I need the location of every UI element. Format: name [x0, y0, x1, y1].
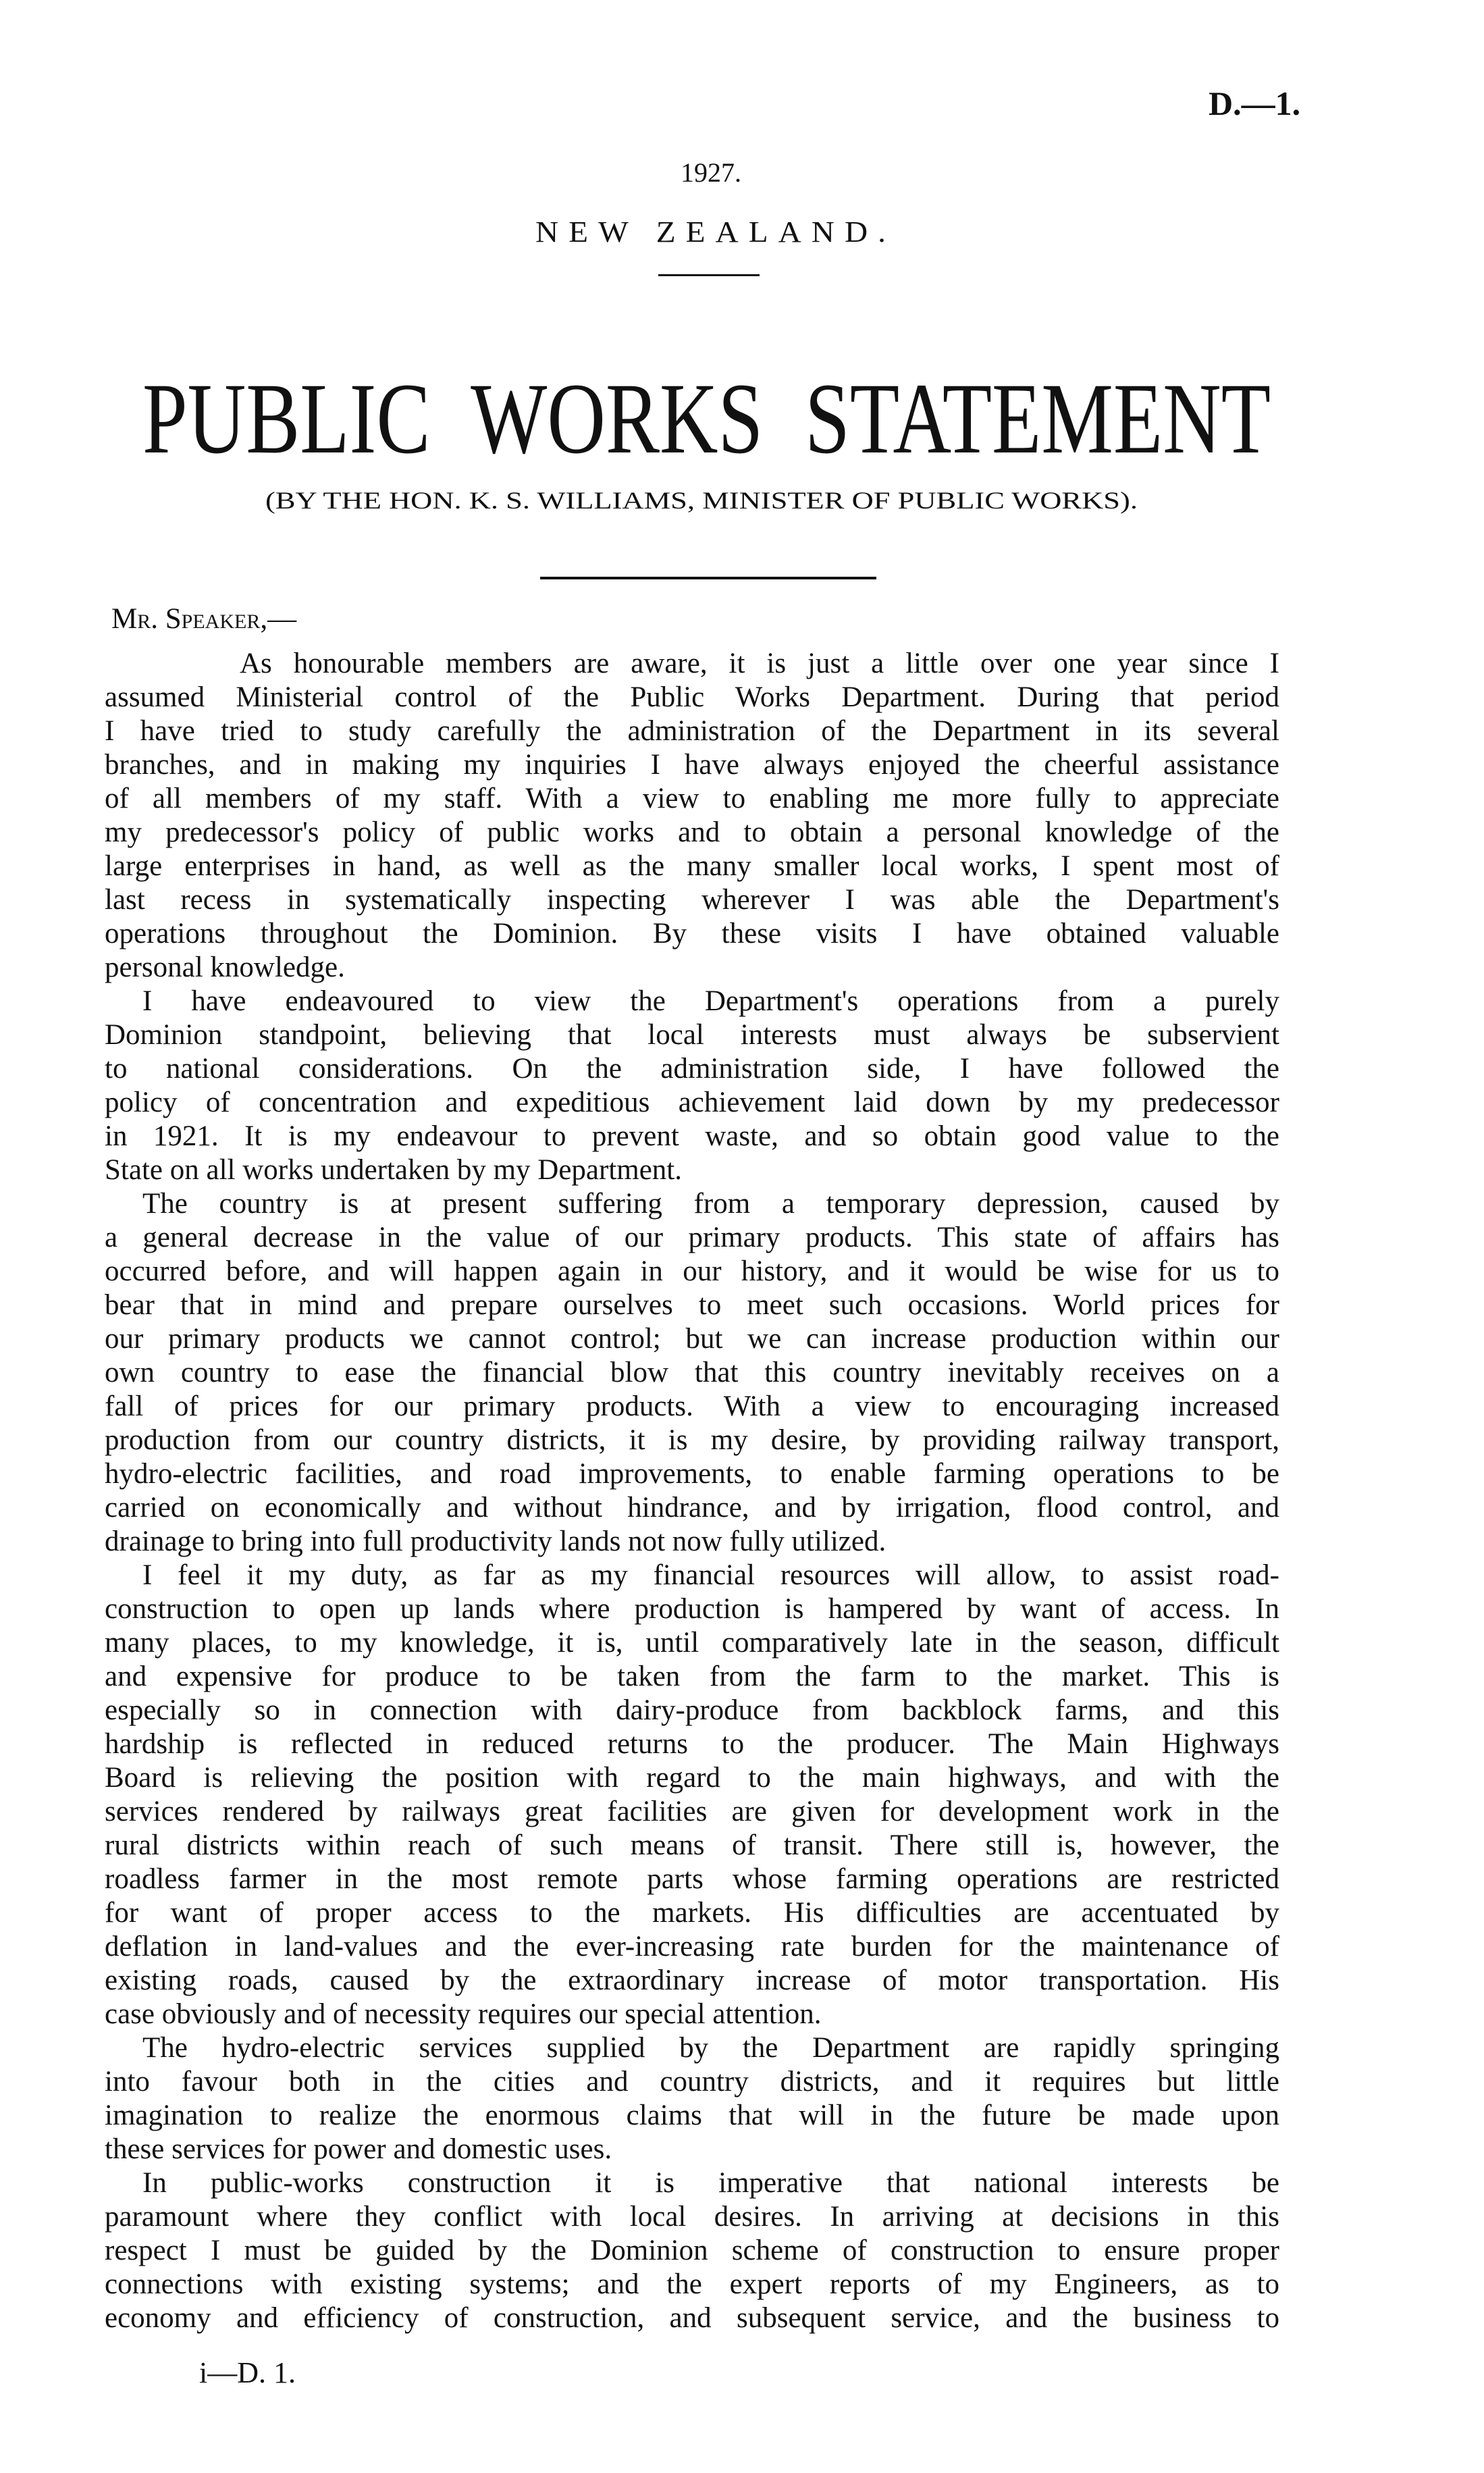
- text-line: deflation in land-values and the ever-increasing rate burden for the maintenance of: [105, 1931, 1279, 1962]
- text-line: case obviously and of necessity requires our special attention.: [105, 1998, 822, 2030]
- statement-body: [105, 602, 1279, 2335]
- text-line: fall of prices for our primary products. With a view to encouraging increased: [105, 1390, 1279, 1422]
- text-line: State on all works undertaken by my Department.: [105, 1154, 683, 1186]
- text-line: existing roads, caused by the extraordinary increase of motor transportation. His: [105, 1964, 1279, 1996]
- text-line: The hydro-electric services supplied by the Department are rapidly springing: [142, 2032, 1279, 2064]
- document-subtitle: [265, 486, 1138, 515]
- text-line: and expensive for produce to be taken from the farm to the market. This is: [105, 1661, 1279, 1692]
- text-line: of all members of my staff. With a view to enabling me more fully to appreciate: [105, 783, 1279, 814]
- paragraph: [105, 647, 1279, 985]
- paper-reference: D.—1.: [1209, 84, 1301, 122]
- text-line: own country to ease the financial blow that this country inevitably receives on a: [105, 1357, 1279, 1388]
- signature-mark: i—D. 1.: [199, 2356, 296, 2389]
- country-heading: [535, 215, 896, 249]
- text-line: I have tried to study carefully the administration of the Department in its several: [105, 715, 1279, 747]
- text-line: personal knowledge.: [105, 952, 345, 983]
- text-line: in 1921. It is my endeavour to prevent waste, and so obtain good value to the: [105, 1120, 1279, 1152]
- text-line: into favour both in the cities and country districts, and it requires but little: [105, 2066, 1279, 2098]
- text-line: a general decrease in the value of our primary products. This state of affairs has: [105, 1222, 1279, 1253]
- text-line: to national considerations. On the administration side, I have followed the: [105, 1053, 1279, 1085]
- paragraph: [105, 2166, 1279, 2335]
- text-line: Board is relieving the position with regard to the main highways, and with the: [105, 1762, 1279, 1794]
- text-line: construction to open up lands where production is hampered by want of access. In: [105, 1593, 1279, 1625]
- text-line: production from our country districts, it is my desire, by providing railway transport,: [105, 1424, 1279, 1456]
- text-line: many places, to my knowledge, it is, until comparatively late in the season, difficult: [105, 1627, 1279, 1659]
- text-line: my predecessor's policy of public works and to obtain a personal knowledge of the: [105, 816, 1279, 848]
- year: 1927.: [681, 157, 741, 188]
- text-line: our primary products we cannot control; but we can increase production within our: [105, 1323, 1279, 1355]
- text-line: for want of proper access to the markets. His difficulties are accentuated by: [105, 1897, 1279, 1929]
- text-line: rural districts within reach of such means of transit. There still is, however, the: [105, 1829, 1279, 1861]
- text-line: services rendered by railways great facilities are given for development work in the: [105, 1796, 1279, 1827]
- text-line: policy of concentration and expeditious achievement laid down by my predecessor: [105, 1087, 1279, 1118]
- subtitle-text: (BY THE HON. K. S. WILLIAMS, MINISTER OF PUBLIC WORKS).: [265, 487, 1138, 514]
- text-line: roadless farmer in the most remote parts whose farming operations are restricted: [105, 1863, 1279, 1895]
- paragraph: [105, 985, 1279, 1187]
- divider-rule: [540, 577, 876, 579]
- text-line: I feel it my duty, as far as my financial resources will allow, to assist road-: [142, 1559, 1279, 1591]
- text-line: occurred before, and will happen again in our history, and it would be wise for us to: [105, 1255, 1279, 1287]
- text-line: operations throughout the Dominion. By these visits I have obtained valuable: [105, 918, 1279, 949]
- paragraph: [105, 1559, 1279, 2031]
- country-text: NEW ZEALAND.: [535, 215, 896, 249]
- text-line: branches, and in making my inquiries I have always enjoyed the cheerful assistance: [105, 749, 1279, 781]
- text-line: economy and efficiency of construction, and subsequent service, and the business to: [105, 2302, 1279, 2334]
- salutation: Mr. Speaker,—: [111, 603, 297, 635]
- text-line: The country is at present suffering from a temporary depression, caused by: [142, 1188, 1279, 1220]
- paragraph: [105, 2031, 1279, 2166]
- text-line: hardship is reflected in reduced returns to the producer. The Main Highways: [105, 1728, 1279, 1760]
- text-line: paramount where they conflict with local desires. In arriving at decisions in this: [105, 2201, 1279, 2233]
- year-line: [0, 157, 1484, 188]
- text-line: carried on economically and without hindrance, and by irrigation, flood control, and: [105, 1492, 1279, 1524]
- text-line: I have endeavoured to view the Department's operations from a purely: [142, 985, 1279, 1017]
- text-line: these services for power and domestic uses.: [105, 2133, 612, 2165]
- text-line: connections with existing systems; and the expert reports of my Engineers, as to: [105, 2268, 1279, 2300]
- document-title: [142, 363, 1484, 475]
- text-line: hydro-electric facilities, and road improvements, to enable farming operations to be: [105, 1458, 1279, 1490]
- text-line: As honourable members are aware, it is just a little over one year since I: [240, 648, 1279, 679]
- text-line: especially so in connection with dairy-produce from backblock farms, and this: [105, 1694, 1279, 1726]
- paragraphs: [105, 647, 1279, 2335]
- text-line: respect I must be guided by the Dominion scheme of construction to ensure proper: [105, 2235, 1279, 2266]
- text-line: Dominion standpoint, believing that local interests must always be subservient: [105, 1019, 1279, 1051]
- text-line: bear that in mind and prepare ourselves to meet such occasions. World prices for: [105, 1289, 1279, 1321]
- title-text: PUBLIC WORKS STATEMENT: [142, 363, 1271, 475]
- text-line: In public-works construction it is imperative that national interests be: [142, 2167, 1279, 2199]
- paragraph: [105, 1187, 1279, 1559]
- text-line: large enterprises in hand, as well as the many smaller local works, I spent most of: [105, 850, 1279, 882]
- text-line: last recess in systematically inspecting wherever I was able the Department's: [105, 884, 1279, 916]
- text-line: imagination to realize the enormous claims that will in the future be made upon: [105, 2100, 1279, 2131]
- text-line: drainage to bring into full productivity lands not now fully utilized.: [105, 1526, 886, 1557]
- divider-rule: [658, 274, 760, 276]
- text-line: assumed Ministerial control of the Public Works Department. During that period: [105, 681, 1279, 713]
